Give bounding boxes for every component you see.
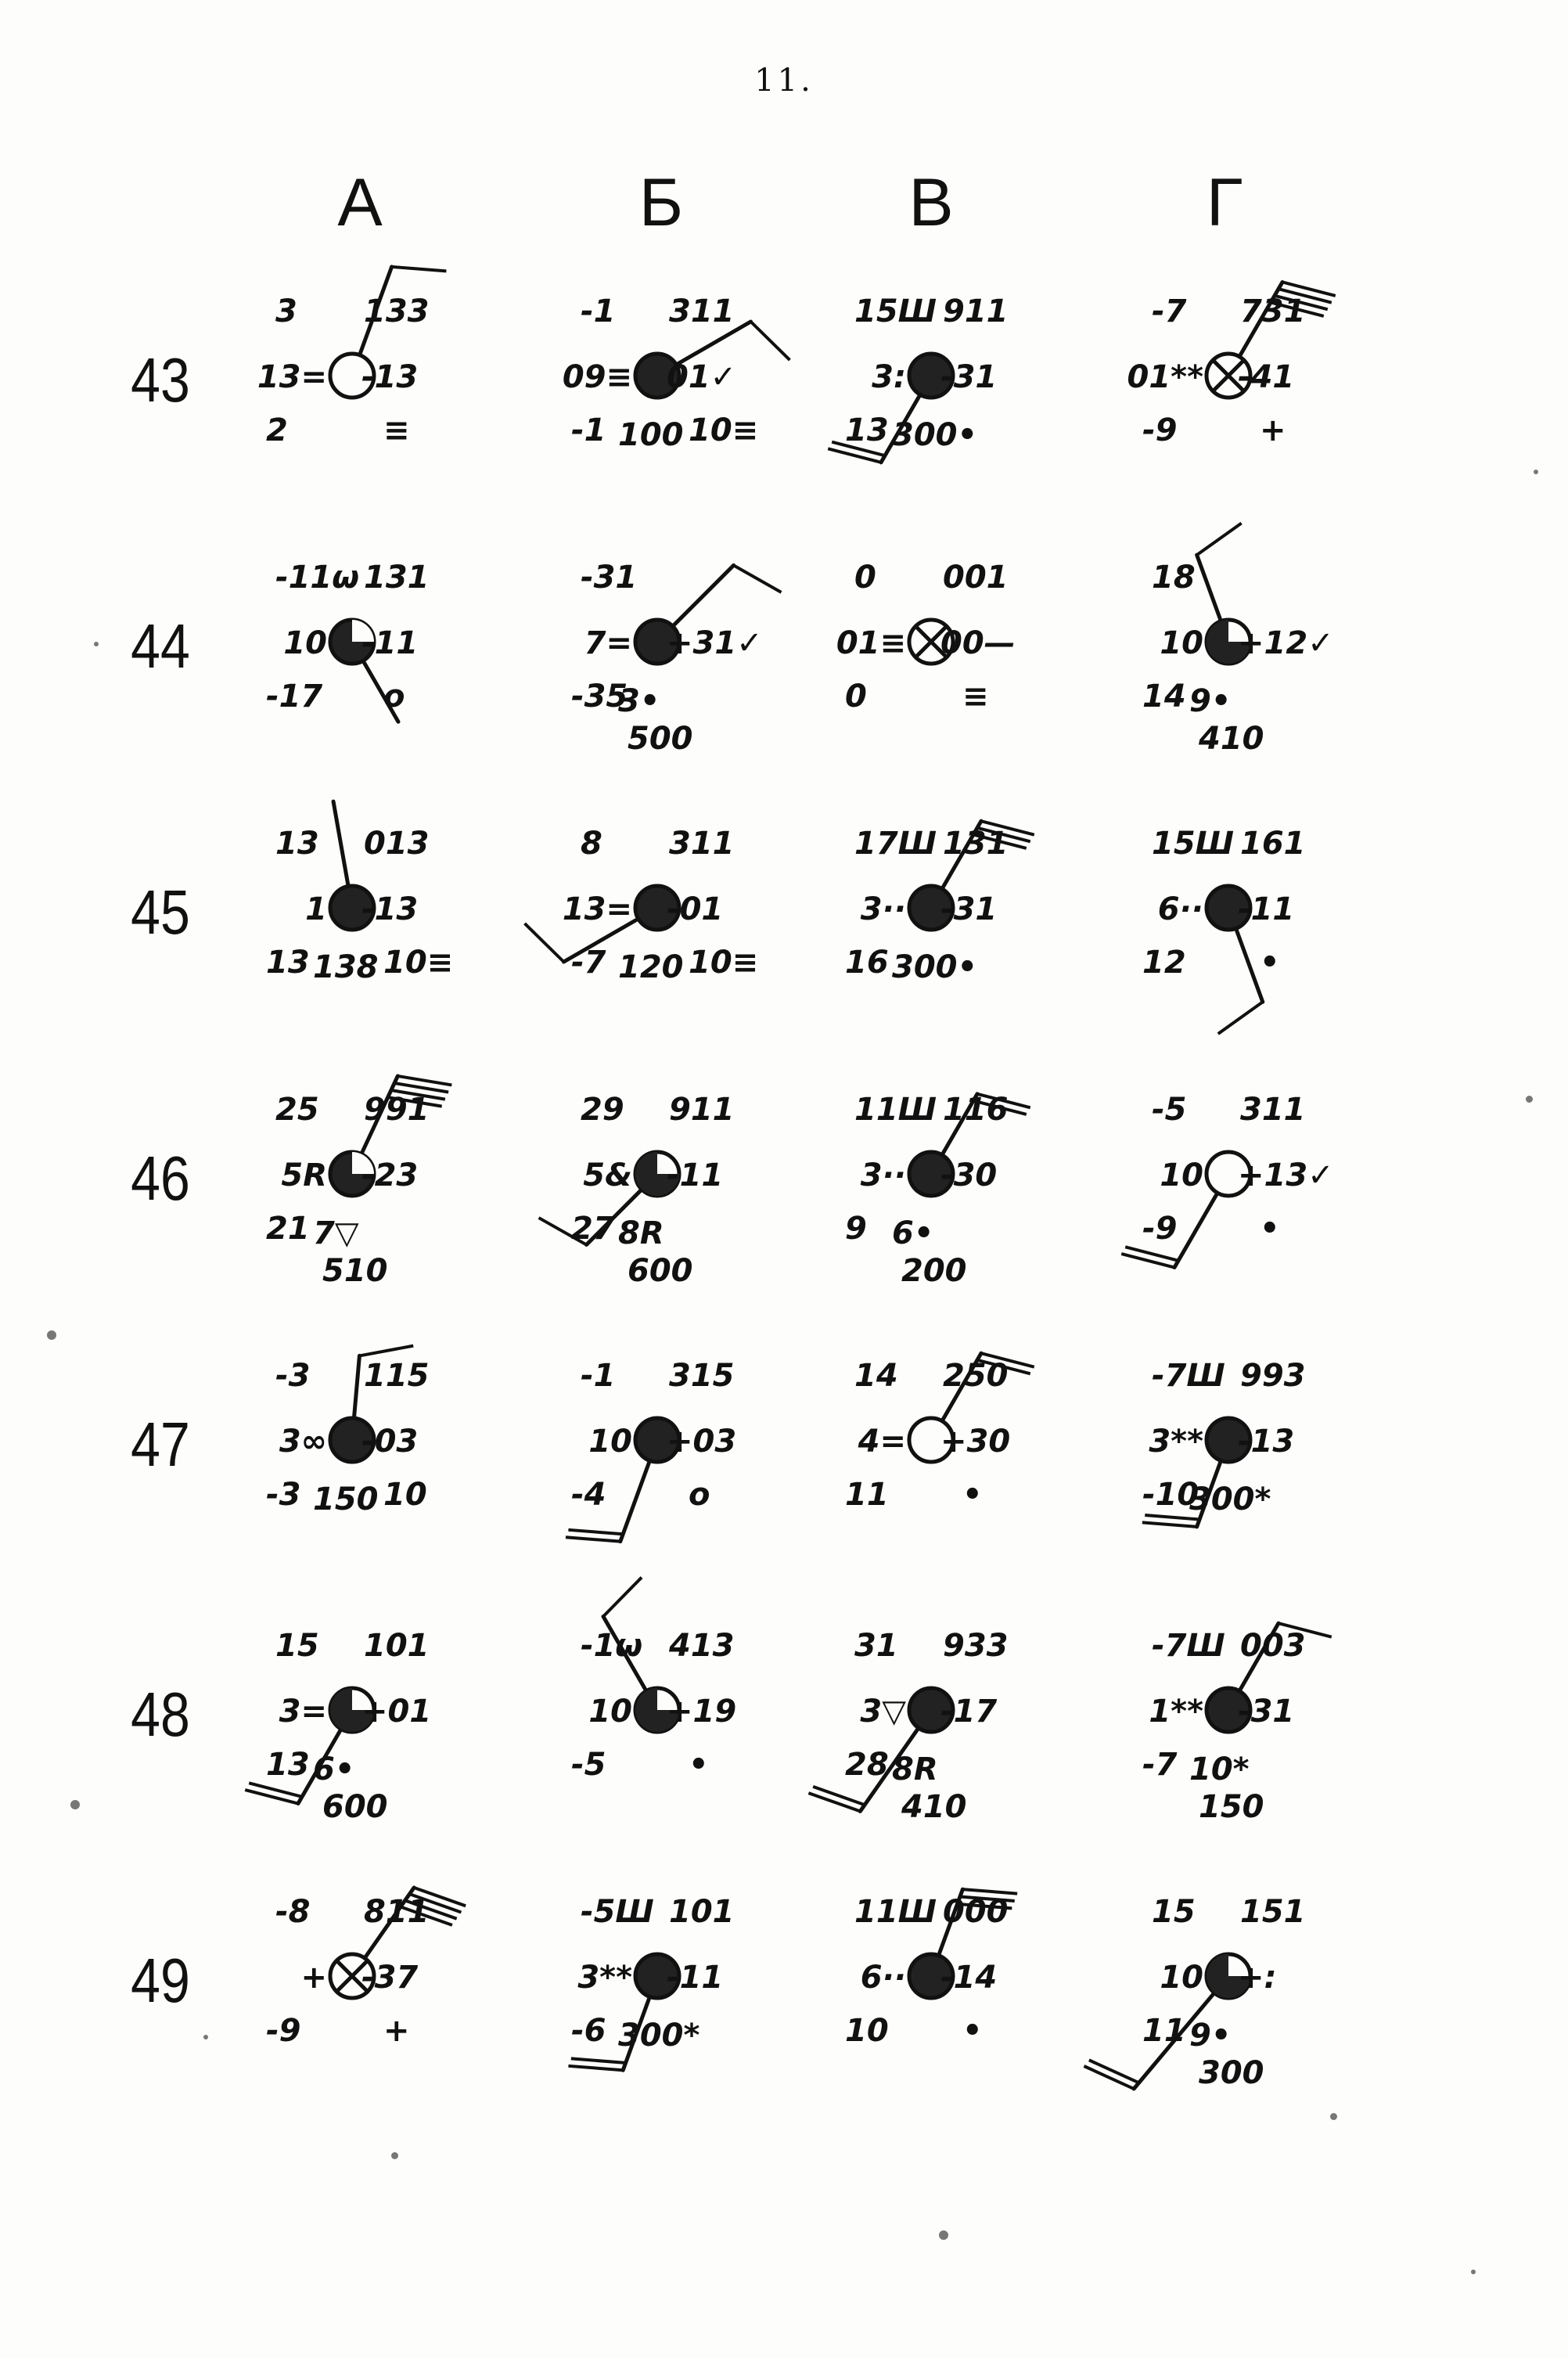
dew-point: -7 xyxy=(1142,1747,1178,1783)
pressure-change: -11 xyxy=(361,625,419,661)
pressure: 003 xyxy=(1240,1628,1306,1664)
pressure: 311 xyxy=(1240,1092,1306,1128)
pressure-change: -37 xyxy=(361,1960,419,1996)
visibility-temp: 01≡ xyxy=(836,625,906,661)
temp-tendency: 15 xyxy=(275,1628,319,1664)
scan-speck xyxy=(1534,470,1538,474)
weather-mark: 10≡ xyxy=(689,945,759,981)
pressure: 911 xyxy=(669,1092,735,1128)
pressure: 311 xyxy=(669,826,735,862)
station-model xyxy=(540,1890,775,2109)
weather-mark: 10 xyxy=(383,1477,427,1513)
station-model xyxy=(1111,290,1346,509)
visibility-temp: 10 xyxy=(588,1694,632,1730)
scan-speck xyxy=(203,2035,208,2039)
pressure-change: -13 xyxy=(361,359,419,395)
temp-tendency: -7 xyxy=(1152,293,1187,329)
scan-speck xyxy=(94,642,99,646)
pressure: 413 xyxy=(669,1628,735,1664)
visibility-temp: 13= xyxy=(257,359,327,395)
weather-mark: + xyxy=(1260,412,1286,448)
pressure-change: -17 xyxy=(940,1694,998,1730)
pressure-change: +12✓ xyxy=(1238,625,1334,661)
temp-tendency: 3 xyxy=(275,293,297,329)
temp-tendency: -3 xyxy=(275,1358,311,1394)
pressure: 811 xyxy=(364,1894,430,1930)
pressure: 115 xyxy=(364,1358,430,1394)
scan-speck xyxy=(1330,2113,1337,2120)
visibility-temp: 1 xyxy=(305,891,327,927)
weather-mark: o xyxy=(383,679,405,715)
cloud-low: 300• xyxy=(892,949,978,985)
row-label: 48 xyxy=(131,1679,190,1749)
temp-tendency: 8 xyxy=(581,826,602,862)
dew-point: -9 xyxy=(1142,412,1178,448)
visibility-temp: 3·· xyxy=(860,1157,906,1193)
visibility-temp: 10 xyxy=(588,1424,632,1460)
pressure-change: +03 xyxy=(667,1424,737,1460)
temp-tendency: 25 xyxy=(275,1092,319,1128)
pressure: 991 xyxy=(364,1092,430,1128)
scan-speck xyxy=(70,1800,80,1809)
station-symbol xyxy=(235,290,469,509)
temp-tendency: -5Ш xyxy=(581,1894,654,1930)
station-model xyxy=(1111,1354,1346,1573)
station-model xyxy=(814,822,1048,1041)
weather-mark: ≡ xyxy=(962,679,989,715)
station-model xyxy=(540,556,775,775)
visibility-temp: 5& xyxy=(583,1157,632,1193)
pressure-change: +31✓ xyxy=(667,625,763,661)
dew-point: -17 xyxy=(266,679,323,715)
row-label: 43 xyxy=(131,345,190,415)
weather-mark: o xyxy=(689,1477,710,1513)
station-model xyxy=(1111,1624,1346,1843)
row-label: 46 xyxy=(131,1143,190,1213)
station-symbol xyxy=(540,1354,775,1573)
cloud-height: 200 xyxy=(901,1253,967,1289)
column-header-b: Б xyxy=(638,165,684,240)
pressure-change: -31 xyxy=(1238,1694,1295,1730)
dew-point: -5 xyxy=(571,1747,606,1783)
station-model xyxy=(540,1088,775,1307)
wind-barb xyxy=(1218,928,1263,1034)
dew-point: 9 xyxy=(845,1211,867,1247)
scan-speck xyxy=(939,2230,948,2240)
pressure: 001 xyxy=(943,560,1009,596)
cloud-low: 100 xyxy=(618,417,684,453)
visibility-temp: 3** xyxy=(1149,1424,1203,1460)
column-header-a: А xyxy=(337,165,383,240)
cloud-low: 6• xyxy=(313,1751,355,1787)
pressure: 911 xyxy=(943,293,1009,329)
visibility-temp: 3: xyxy=(872,359,906,395)
visibility-temp: 7= xyxy=(584,625,632,661)
pressure: 731 xyxy=(1240,293,1306,329)
station-model xyxy=(1111,822,1346,1041)
pressure-change: -11 xyxy=(667,1960,724,1996)
dew-point: -35 xyxy=(571,679,628,715)
pressure-change: +13✓ xyxy=(1238,1157,1334,1193)
cloud-low: 6• xyxy=(892,1215,934,1251)
cloud-low: 300* xyxy=(618,2018,700,2054)
weather-mark: ≡ xyxy=(383,412,410,448)
visibility-temp: 10 xyxy=(1160,1960,1203,1996)
pressure-change: -11 xyxy=(667,1157,724,1193)
row-label: 44 xyxy=(131,611,190,681)
pressure: 315 xyxy=(669,1358,735,1394)
dew-point: 21 xyxy=(266,1211,310,1247)
temp-tendency: -1 xyxy=(581,293,616,329)
weather-mark: 10≡ xyxy=(689,412,759,448)
temp-tendency: 18 xyxy=(1152,560,1196,596)
dew-point: 28 xyxy=(845,1747,889,1783)
visibility-temp: 01** xyxy=(1127,359,1203,395)
pressure: 993 xyxy=(1240,1358,1306,1394)
station-model xyxy=(814,1088,1048,1307)
pressure-change: +19 xyxy=(667,1694,737,1730)
visibility-temp: + xyxy=(300,1960,327,1996)
station-model xyxy=(235,1890,469,2109)
visibility-temp: 09≡ xyxy=(562,359,632,395)
pressure-change: +30 xyxy=(940,1424,1011,1460)
column-header-g: Г xyxy=(1206,165,1243,240)
visibility-temp: 3= xyxy=(279,1694,327,1730)
weather-mark: • xyxy=(689,1747,709,1783)
row-label: 45 xyxy=(131,877,190,947)
pressure: 131 xyxy=(943,826,1009,862)
cloud-height: 600 xyxy=(322,1789,388,1825)
temp-tendency: 11Ш xyxy=(854,1894,937,1930)
temp-tendency: 15Ш xyxy=(854,293,937,329)
dew-point: -3 xyxy=(266,1477,301,1513)
pressure: 250 xyxy=(943,1358,1009,1394)
temp-tendency: -8 xyxy=(275,1894,311,1930)
dew-point: -10 xyxy=(1142,1477,1199,1513)
dew-point: -9 xyxy=(1142,1211,1178,1247)
station-symbol xyxy=(814,1354,1048,1573)
dew-point: -6 xyxy=(571,2013,606,2049)
visibility-temp: 6·· xyxy=(860,1960,906,1996)
dew-point: 14 xyxy=(1142,679,1186,715)
scan-speck xyxy=(47,1330,56,1340)
dew-point: -4 xyxy=(571,1477,606,1513)
dew-point: 27 xyxy=(571,1211,615,1247)
pressure: 131 xyxy=(364,560,430,596)
temp-tendency: 13 xyxy=(275,826,319,862)
visibility-temp: 10 xyxy=(283,625,327,661)
pressure: 161 xyxy=(1240,826,1306,862)
station-model xyxy=(235,1088,469,1307)
cloud-low: 8R xyxy=(892,1751,938,1787)
dew-point: 13 xyxy=(266,1747,310,1783)
pressure-change: -11 xyxy=(1238,891,1295,927)
temp-tendency: -11ω xyxy=(275,560,360,596)
pressure-change: -41 xyxy=(1238,359,1295,395)
cloud-low: 150 xyxy=(313,1481,379,1517)
wind-barb xyxy=(1197,523,1242,621)
pressure-change: -13 xyxy=(361,891,419,927)
cloud-height: 500 xyxy=(628,721,693,757)
cloud-low: 9• xyxy=(1189,683,1232,719)
pressure: 101 xyxy=(364,1628,430,1664)
station-symbol xyxy=(1111,290,1346,509)
pressure: 000 xyxy=(943,1894,1009,1930)
pressure-change: -03 xyxy=(361,1424,419,1460)
station-model xyxy=(814,1624,1048,1843)
scan-speck xyxy=(1471,2270,1476,2274)
station-symbol xyxy=(540,290,775,509)
dew-point: 16 xyxy=(845,945,889,981)
wind-barb xyxy=(673,565,782,626)
cloud-height: 600 xyxy=(628,1253,693,1289)
weather-mark: + xyxy=(383,2013,410,2049)
station-model xyxy=(235,1354,469,1573)
visibility-temp: 13= xyxy=(562,891,632,927)
cloud-low: 300* xyxy=(1189,1481,1271,1517)
station-model xyxy=(235,822,469,1041)
weather-mark: • xyxy=(1260,1211,1280,1247)
cloud-low: 10* xyxy=(1189,1751,1250,1787)
temp-tendency: -5 xyxy=(1152,1092,1187,1128)
dew-point: 13 xyxy=(266,945,310,981)
station-symbol xyxy=(1111,1354,1346,1573)
dew-point: 10 xyxy=(845,2013,889,2049)
station-symbol xyxy=(814,556,1048,775)
station-model xyxy=(540,290,775,509)
temp-tendency: 11Ш xyxy=(854,1092,937,1128)
cloud-low: 3• xyxy=(618,683,660,719)
row-label: 49 xyxy=(131,1946,190,2015)
visibility-temp: 10 xyxy=(1160,625,1203,661)
cloud-height: 300 xyxy=(1199,2055,1264,2091)
temp-tendency: -7Ш xyxy=(1152,1358,1225,1394)
cloud-low: 8R xyxy=(618,1215,664,1251)
dew-point: -1 xyxy=(571,412,606,448)
pressure-change: +: xyxy=(1238,1960,1277,1996)
station-symbol xyxy=(540,1624,775,1843)
visibility-temp: 3** xyxy=(577,1960,632,1996)
station-symbol xyxy=(235,1354,469,1573)
pressure-change: -31 xyxy=(940,891,998,927)
temp-tendency: -1 xyxy=(581,1358,616,1394)
temp-tendency: -31 xyxy=(581,560,638,596)
station-model xyxy=(814,556,1048,775)
dew-point: -9 xyxy=(266,2013,301,2049)
scan-speck xyxy=(1526,1096,1533,1103)
pressure-change: -23 xyxy=(361,1157,419,1193)
visibility-temp: 4= xyxy=(858,1424,906,1460)
visibility-temp: 6·· xyxy=(1157,891,1203,927)
temp-tendency: 15 xyxy=(1152,1894,1196,1930)
pressure-change: -13 xyxy=(1238,1424,1295,1460)
pressure: 116 xyxy=(943,1092,1009,1128)
cloud-height: 150 xyxy=(1199,1789,1264,1825)
temp-tendency: 31 xyxy=(854,1628,898,1664)
station-model xyxy=(1111,556,1346,775)
pressure-change: -14 xyxy=(940,1960,998,1996)
temp-tendency: 15Ш xyxy=(1152,826,1235,862)
cloud-low: 300• xyxy=(892,417,978,453)
station-model xyxy=(540,1354,775,1573)
pressure-change: -30 xyxy=(940,1157,998,1193)
pressure: 933 xyxy=(943,1628,1009,1664)
weather-mark: • xyxy=(962,2013,983,2049)
cloud-height: 410 xyxy=(1199,721,1264,757)
dew-point: 12 xyxy=(1142,945,1186,981)
visibility-temp: 5R xyxy=(281,1157,327,1193)
station-symbol xyxy=(235,822,469,1041)
cloud-low: 138 xyxy=(313,949,379,985)
dew-point: 0 xyxy=(845,679,867,715)
row-label: 47 xyxy=(131,1409,190,1479)
visibility-temp: 3∞ xyxy=(279,1424,327,1460)
station-model xyxy=(814,1890,1048,2109)
station-symbol xyxy=(235,1890,469,2109)
station-model xyxy=(814,1354,1048,1573)
cloud-height: 410 xyxy=(901,1789,967,1825)
station-model xyxy=(235,556,469,775)
pressure-change: 00— xyxy=(940,625,1016,661)
cloud-height: 510 xyxy=(322,1253,388,1289)
temp-tendency: 0 xyxy=(854,560,876,596)
temp-tendency: -7Ш xyxy=(1152,1628,1225,1664)
station-model xyxy=(1111,1890,1346,2109)
weather-mark: 10≡ xyxy=(383,945,454,981)
dew-point: 13 xyxy=(845,412,889,448)
visibility-temp: 1** xyxy=(1149,1694,1203,1730)
pressure-change: 01✓ xyxy=(667,359,737,395)
station-model xyxy=(540,822,775,1041)
scan-speck xyxy=(391,2152,398,2159)
pressure: 101 xyxy=(669,1894,735,1930)
cloud-low: 120 xyxy=(618,949,684,985)
station-model xyxy=(235,1624,469,1843)
station-symbol xyxy=(1111,1088,1346,1307)
visibility-temp: 10 xyxy=(1160,1157,1203,1193)
dew-point: -7 xyxy=(571,945,606,981)
dew-point: 11 xyxy=(1142,2013,1186,2049)
dew-point: 11 xyxy=(845,1477,889,1513)
pressure: 013 xyxy=(364,826,430,862)
temp-tendency: 29 xyxy=(581,1092,624,1128)
column-header-v: В xyxy=(908,165,954,240)
station-symbol xyxy=(540,822,775,1041)
station-model xyxy=(814,290,1048,509)
dew-point: 2 xyxy=(266,412,288,448)
cloud-low: 7▽ xyxy=(313,1215,359,1251)
cloud-low: 9• xyxy=(1189,2018,1232,2054)
station-model xyxy=(540,1624,775,1843)
station-model xyxy=(1111,1088,1346,1307)
temp-tendency: 14 xyxy=(854,1358,898,1394)
pressure-change: -31 xyxy=(940,359,998,395)
temp-tendency: -1ω xyxy=(581,1628,643,1664)
station-symbol xyxy=(540,1890,775,2109)
pressure-change: +01 xyxy=(361,1694,432,1730)
visibility-temp: 3·· xyxy=(860,891,906,927)
pressure: 133 xyxy=(364,293,430,329)
weather-mark: • xyxy=(962,1477,983,1513)
pressure: 151 xyxy=(1240,1894,1306,1930)
visibility-temp: 3▽ xyxy=(860,1694,906,1730)
wind-barb xyxy=(333,801,348,886)
temp-tendency: 17Ш xyxy=(854,826,937,862)
pressure: 311 xyxy=(669,293,735,329)
weather-mark: • xyxy=(1260,945,1280,981)
pressure-change: -01 xyxy=(667,891,724,927)
station-model xyxy=(235,290,469,509)
page-number: 11. xyxy=(754,63,814,99)
